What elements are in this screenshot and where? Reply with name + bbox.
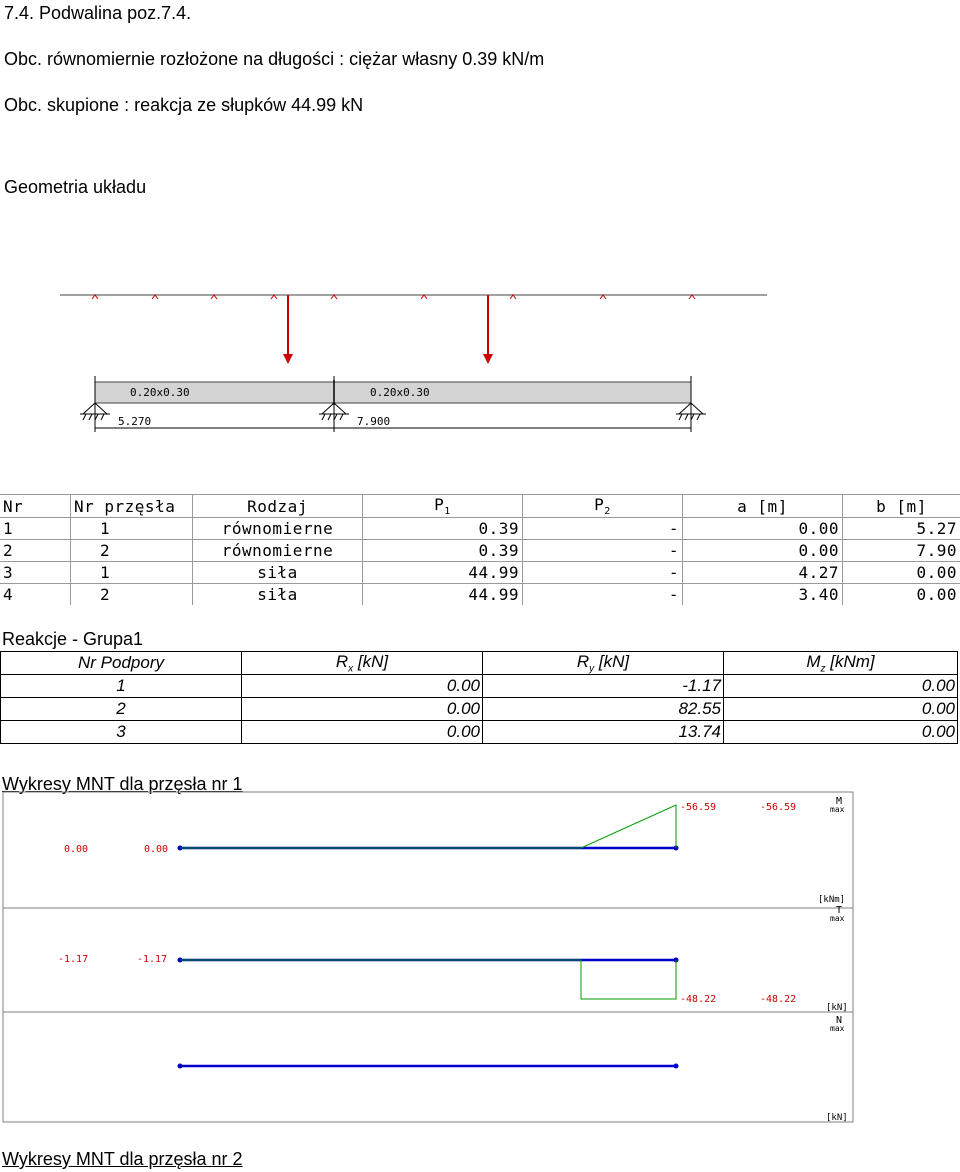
moment-label: -56.59 [760,802,797,813]
shear-diagram-line [180,960,676,999]
normal-unit: [kN] [826,1113,848,1123]
header-cell: Nr przęsła [71,495,193,518]
span-label-2: 7.900 [357,415,391,428]
shear-symbol-sub: max [830,914,845,923]
moment-unit: [kNm] [818,895,846,905]
reactions-heading: Reakcje - Grupa1 [2,629,144,649]
moment-label: -56.59 [680,802,717,813]
header-cell: $R_y$ [kN] [483,652,724,675]
table-row: 3 1 siła 44.99 - 4.27 0.00 [0,562,960,584]
header-cell: Nr [0,495,71,518]
table-row: 1 1 równomierne 0.39 - 0.00 5.27 [0,518,960,540]
page-title: 7.4. Podwalina poz.7.4. [4,3,192,23]
moment-label: 0.00 [144,844,169,855]
moment-label: 0.00 [64,844,89,855]
table-row: 1 0.00 -1.17 0.00 [1,675,958,698]
header-cell: $M_z$ [kNm] [724,652,958,675]
shear-label: -48.22 [680,994,717,1005]
section-label-2: 0.20x0.30 [370,386,430,399]
point-load-arrow [483,295,493,364]
moment-symbol-sub: max [830,805,845,814]
table-row: 2 0.00 82.55 0.00 [1,698,958,721]
header-cell: Nr Podpory [1,652,242,675]
header-cell: a [m] [683,495,843,518]
shear-unit: [kN] [826,1003,848,1013]
mnt-diagram-span-1 [0,790,860,1125]
geometry-heading: Geometria układu [4,177,147,197]
table-header-row [0,495,960,518]
shear-label: -1.17 [137,954,168,965]
header-cell: Rodzaj [193,495,363,518]
point-load-line: Obc. skupione : reakcja ze słupków 44.99 kN [4,95,364,115]
section-label-1: 0.20x0.30 [130,386,190,399]
table-header-row [1,652,958,675]
geometry-table [0,494,960,605]
header-cell: $P_1$ [363,495,523,518]
diagram-frame [3,792,853,1122]
shear-label: -1.17 [58,954,89,965]
axis-node [674,1064,679,1069]
mnt-heading-span-2: Wykresy MNT dla przęsła nr 2 [2,1149,243,1169]
span-label-1: 5.270 [118,415,152,428]
normal-symbol-sub: max [830,1024,845,1033]
shear-symbol: T [836,905,843,916]
table-row: 4 2 siła 44.99 - 3.40 0.00 [0,584,960,606]
reactions-table [0,651,958,744]
uniform-load-line: Obc. równomiernie rozłożone na długości : ciężar własny 0.39 kN/m [4,49,545,69]
table-row: 2 2 równomierne 0.39 - 0.00 7.90 [0,540,960,562]
mnt-heading-span-1: Wykresy MNT dla przęsła nr 1 [2,774,243,794]
beam-geometry-diagram [0,280,960,440]
header-cell: $P_2$ [523,495,683,518]
normal-symbol: N [836,1015,843,1026]
axis-node [178,1064,183,1069]
header-cell: b [m] [843,495,960,518]
moment-diagram-line [180,805,676,848]
moment-symbol: M [836,796,843,807]
shear-label: -48.22 [760,994,797,1005]
point-load-arrow [283,295,293,364]
table-row: 3 0.00 13.74 0.00 [1,721,958,744]
header-cell: $R_x$ [kN] [242,652,483,675]
